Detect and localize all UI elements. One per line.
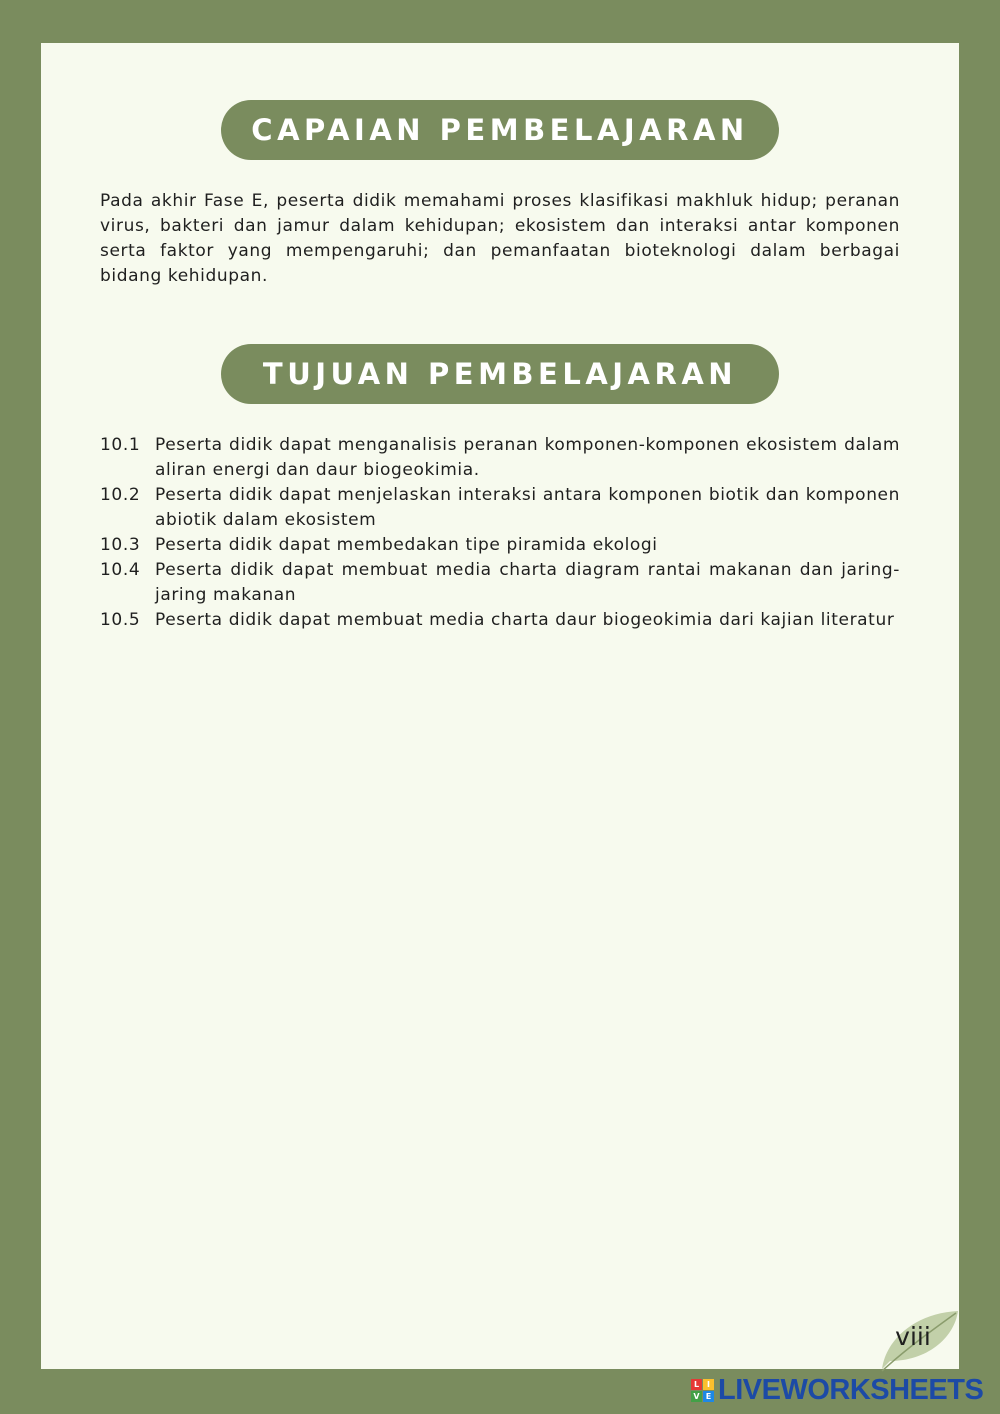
page-number: viii	[895, 1322, 931, 1351]
item-number: 10.3	[100, 535, 141, 555]
item-number: 10.5	[100, 610, 141, 630]
list-item	[100, 433, 900, 483]
capaian-heading: CAPAIAN PEMBELAJARAN	[221, 100, 779, 160]
tujuan-heading: TUJUAN PEMBELAJARAN	[221, 344, 779, 404]
item-text: Peserta didik dapat membedakan tipe piramida ekologi	[155, 535, 658, 555]
item-number: 10.4	[100, 560, 141, 580]
logo-letter: I	[703, 1379, 714, 1390]
capaian-paragraph: Pada akhir Fase E, peserta didik memahami proses klasifikasi makhluk hidup; peranan virus, bakteri dan jamur dalam kehidupan; ekosistem dan interaksi antar komponen serta faktor yang mempengaruhi; dan pemanfaatan bioteknologi dalam berbagai bidang kehidupan.	[100, 191, 900, 286]
list-item	[100, 608, 900, 633]
item-number: 10.2	[100, 485, 141, 505]
logo-letter: L	[691, 1379, 702, 1390]
document-page	[41, 43, 959, 1369]
brand-name: LIVEWORKSHEETS	[718, 1373, 984, 1406]
list-item	[100, 483, 900, 533]
item-text: Peserta didik dapat menjelaskan interaksi antara komponen biotik dan komponen abiotik dalam ekosistem	[155, 485, 900, 530]
objectives-list	[100, 433, 900, 633]
item-text: Peserta didik dapat membuat media charta diagram rantai makanan dan jaring-jaring makanan	[155, 560, 900, 605]
item-text: Peserta didik dapat menganalisis peranan komponen-komponen ekosistem dalam aliran energi dan daur biogeokimia.	[155, 435, 900, 480]
list-item	[100, 533, 900, 558]
list-item	[100, 558, 900, 608]
item-number: 10.1	[100, 435, 141, 455]
liveworksheets-logo[interactable]	[691, 1373, 983, 1407]
brand-logo-icon	[691, 1379, 714, 1402]
logo-letter: E	[703, 1391, 714, 1402]
item-text: Peserta didik dapat membuat media charta daur biogeokimia dari kajian literatur	[155, 610, 895, 630]
logo-letter: V	[691, 1391, 702, 1402]
